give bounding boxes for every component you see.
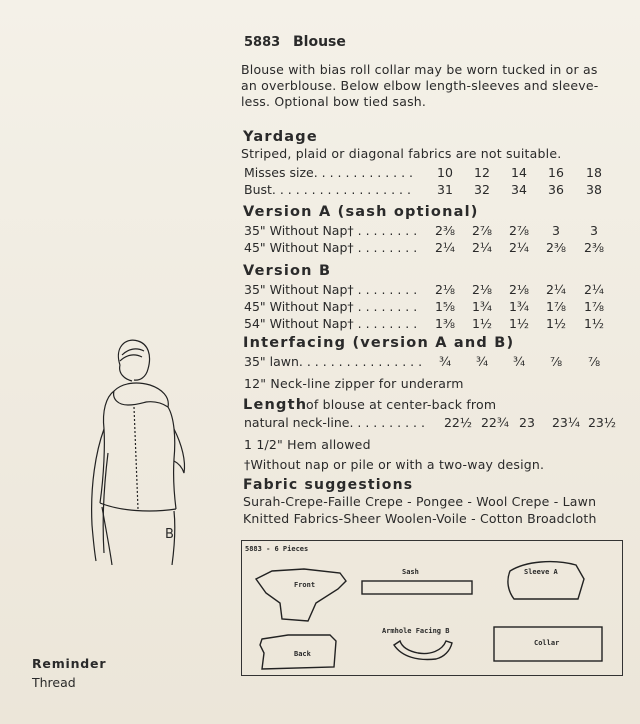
bust-value: 38 [586, 182, 602, 197]
yardage-value: 2¼ [434, 240, 456, 255]
length-line-2: natural neck-line. . . . . . . . . . [244, 415, 425, 430]
facing-label: Armhole Facing B [382, 627, 450, 635]
collar-label: Collar [534, 639, 560, 647]
yardage-value: 2¼ [471, 240, 493, 255]
yardage-value: 1⅞ [583, 299, 605, 314]
yardage-value: 2¼ [508, 240, 530, 255]
back-label: Back [294, 650, 311, 658]
yardage-row-label: 35" Without Nap† . . . . . . . . [244, 223, 418, 238]
blouse-illustration [70, 325, 200, 565]
length-value: 23 [519, 415, 535, 430]
fabric-line-1: Surah-Crepe-Faille Crepe - Pongee - Wool Crepe - Lawn [243, 494, 597, 509]
yardage-value: 2⅜ [545, 240, 567, 255]
interfacing-value: ¾ [512, 354, 526, 369]
front-label: Front [294, 581, 316, 589]
sash-label: Sash [402, 568, 419, 576]
yardage-value: 2⅜ [583, 240, 605, 255]
illustration-label: B [165, 527, 174, 542]
yardage-value: 1½ [583, 316, 605, 331]
length-value: 23½ [587, 415, 617, 430]
length-value: 23¼ [551, 415, 581, 430]
nap-note: †Without nap or pile or with a two-way design. [244, 457, 545, 472]
yardage-value: 3 [552, 223, 560, 238]
yardage-value: 2⅞ [508, 223, 530, 238]
bust-value: 34 [511, 182, 527, 197]
length-value: 22½ [443, 415, 473, 430]
pattern-pieces-diagram [241, 540, 623, 676]
yardage-heading: Yardage [243, 129, 318, 145]
bust-value: 31 [437, 182, 453, 197]
yardage-value: 2⅞ [471, 223, 493, 238]
front-piece [256, 569, 346, 621]
yardage-value: 2⅛ [508, 282, 530, 297]
yardage-value: 3 [590, 223, 598, 238]
interfacing-value: ⅞ [587, 354, 601, 369]
yardage-row-label: 45" Without Nap† . . . . . . . . [244, 299, 418, 314]
version-a-heading: Version A (sash optional) [243, 204, 479, 220]
yardage-value: 1½ [471, 316, 493, 331]
yardage-value: 1⅝ [434, 299, 456, 314]
zipper-note: 12" Neck-line zipper for underarm [244, 376, 464, 391]
pieces-title: 5883 - 6 Pieces [245, 545, 309, 553]
length-value: 22¾ [480, 415, 510, 430]
description-line-2: an overblouse. Below elbow length-sleeves and sleeve- [241, 78, 599, 93]
interfacing-value: ¾ [438, 354, 452, 369]
sash-piece [362, 581, 472, 594]
fabric-heading: Fabric suggestions [243, 477, 414, 493]
yardage-value: 2¼ [545, 282, 567, 297]
yardage-row-label: 45" Without Nap† . . . . . . . . [244, 240, 418, 255]
bust-value: 32 [474, 182, 490, 197]
yardage-value: 1⅞ [545, 299, 567, 314]
yardage-value: 1¾ [471, 299, 493, 314]
length-line-1: of blouse at center-back from [306, 397, 497, 412]
hem-note: 1 1/2" Hem allowed [244, 437, 371, 452]
sleeve-label: Sleeve A [524, 568, 558, 576]
description-line-3: less. Optional bow tied sash. [241, 94, 427, 109]
yardage-value: 1½ [545, 316, 567, 331]
interfacing-heading: Interfacing (version A and B) [243, 335, 515, 351]
size-row-label: Misses size. . . . . . . . . . . . . [244, 165, 414, 180]
yardage-note: Striped, plaid or diagonal fabrics are not suitable. [241, 146, 562, 161]
fabric-line-2: Knitted Fabrics-Sheer Woolen-Voile - Cotton Broadcloth [243, 511, 597, 526]
description-line-1: Blouse with bias roll collar may be worn tucked in or as [241, 62, 598, 77]
yardage-value: 1⅜ [434, 316, 456, 331]
yardage-row-label: 54" Without Nap† . . . . . . . . [244, 316, 418, 331]
size-value: 16 [548, 165, 564, 180]
version-b-heading: Version B [243, 263, 332, 279]
yardage-value: 2⅜ [434, 223, 456, 238]
interfacing-value: ⅞ [549, 354, 563, 369]
yardage-row-label: 35" Without Nap† . . . . . . . . [244, 282, 418, 297]
bust-row-label: Bust. . . . . . . . . . . . . . . . . . [244, 182, 411, 197]
yardage-value: 1½ [508, 316, 530, 331]
garment-title: Blouse [293, 34, 346, 50]
pattern-number: 5883 [244, 35, 281, 50]
yardage-value: 1¾ [508, 299, 530, 314]
yardage-value: 2⅛ [471, 282, 493, 297]
size-value: 12 [474, 165, 490, 180]
yardage-value: 2⅛ [434, 282, 456, 297]
armhole-facing-piece [394, 641, 452, 659]
length-heading: Length [243, 397, 308, 413]
reminder-heading: Reminder [32, 656, 107, 671]
bust-value: 36 [548, 182, 564, 197]
yardage-value: 2¼ [583, 282, 605, 297]
thread-label: Thread [32, 675, 76, 690]
interfacing-value: ¾ [475, 354, 489, 369]
size-value: 14 [511, 165, 527, 180]
size-value: 18 [586, 165, 602, 180]
size-value: 10 [437, 165, 453, 180]
interfacing-row-label: 35" lawn. . . . . . . . . . . . . . . . [244, 354, 423, 369]
